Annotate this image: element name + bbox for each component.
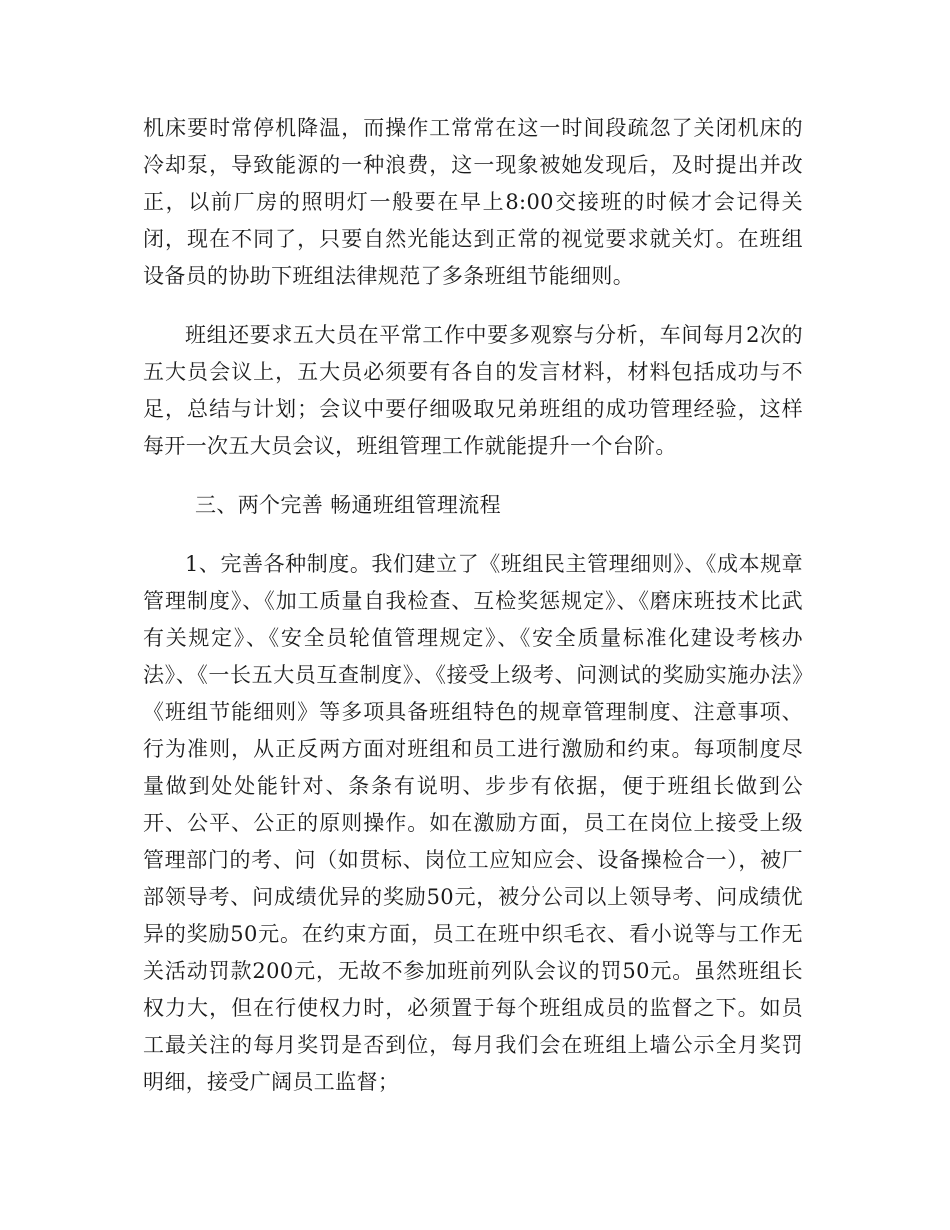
document-body: [143, 110, 803, 1123]
paragraph-energy-saving: 机床要时常停机降温，而操作工常常在这一时间段疏忽了关闭机床的冷却泵，导致能源的一种浪费，这一现象被她发现后，及时提出并改正，以前厂房的照明灯一般要在早上8:00交接班的时候才会记得关闭，现在不同了，只要自然光能达到正常的视觉要求就关灯。在班组设备员的协助下班组法律规范了多条班组节能细则。: [143, 116, 803, 288]
paragraph-improve-systems: 1、完善各种制度。我们建立了《班组民主管理细则》、《成本规章管理制度》、《加工质量自我检查、互检奖惩规定》、《磨床班技术比武有关规定》、《安全员轮值管理规定》、《安全质量标准化建设考核办法》、《一长五大员互查制度》、《接受上级考、问测试的奖励实施办法》《班组节能细则》等多项具备班组特色的规章管理制度、注意事项、行为准则，从正反两方面对班组和员工进行激励和约束。每项制度尽量做到处处能针对、条条有说明、步步有依据，便于班组长做到公开、公平、公正的原则操作。如在激励方面，员工在岗位上接受上级管理部门的考、问（如贯标、岗位工应知应会、设备操检合一），被厂部领导考、问成绩优异的奖励50元，被分公司以上领导考、问成绩优异的奖励50元。在约束方面，员工在班中织毛衣、看小说等与工作无关活动罚款200元，无故不参加班前列队会议的罚50元。虽然班组长权力大，但在行使权力时，必须置于每个班组成员的监督之下。如员工最关注的每月奖罚是否到位，每月我们会在班组上墙公示全月奖罚明细，接受广阔员工监督；: [143, 552, 803, 1094]
section-heading: 三、两个完善 畅通班组管理流程: [195, 493, 501, 517]
paragraph-five-staff-meeting: 班组还要求五大员在平常工作中要多观察与分析，车间每月2次的五大员会议上，五大员必须要有各自的发言材料，材料包括成功与不足，总结与计划；会议中要仔细吸取兄弟班组的成功管理经验，这样每开一次五大员会议，班组管理工作就能提升一个台阶。: [143, 323, 803, 458]
